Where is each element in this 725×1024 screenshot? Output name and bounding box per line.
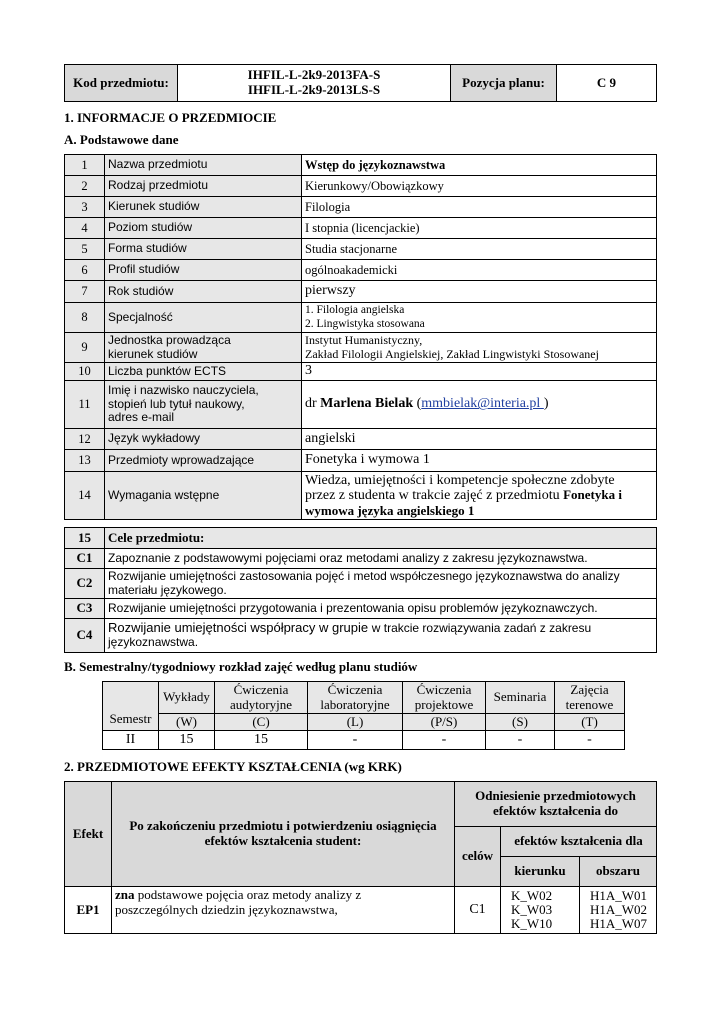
effect-col-header: Efekt xyxy=(65,782,112,887)
unit-line2: Zakład Filologii Angielskiej, Zakład Lingwistyki Stosowanej xyxy=(305,346,599,361)
course-code-line2: IHFIL-L-2k9-2013LS-S xyxy=(247,82,381,97)
row-value: Kierunkowy/Obowiązkowy xyxy=(302,176,657,197)
specialization-line2: 2. Lingwistyka stosowana xyxy=(305,317,425,330)
teacher-prefix: dr xyxy=(305,396,321,412)
effect-goal: C1 xyxy=(455,887,501,934)
effect-direction-codes xyxy=(501,887,580,934)
semester-value: II xyxy=(103,731,159,750)
schedule-col-header: Wykłady xyxy=(159,682,215,714)
reference-header-line2: efektów kształcenia do xyxy=(493,803,618,818)
goals-col-header: celów xyxy=(455,827,501,887)
goal-text-line2: językoznawstwa. xyxy=(108,635,199,650)
specialization-line1: 1. Filologia angielska xyxy=(305,304,405,317)
row-label: Nazwa przedmiotu xyxy=(105,155,302,176)
table-row xyxy=(65,619,657,653)
row-label: Poziom studiów xyxy=(105,218,302,239)
effect-area-codes xyxy=(580,887,657,934)
requirements-line1: Wiedza, umiejętności i kompetencje społeczne zdobyte xyxy=(305,472,615,488)
table-row xyxy=(65,333,657,363)
course-code-value xyxy=(178,65,451,102)
schedule-col-header xyxy=(308,682,403,714)
effect-description-text: podstawowe pojęcia oraz metody analizy z xyxy=(134,887,362,902)
description-header-line2: efektów kształcenia student: xyxy=(204,833,362,848)
table-row xyxy=(65,363,657,381)
row-number: 5 xyxy=(65,239,105,260)
row-label: Liczba punktów ECTS xyxy=(105,363,302,381)
goal-text-line1a: Rozwijanie umiejętności współpracy w grupie xyxy=(108,620,372,636)
goal-text-line1b: w trakcie rozwiązywania zadań z zakresu xyxy=(371,621,592,636)
table-row xyxy=(65,155,657,176)
requirements-line3: wymowa języka angielskiego 1 xyxy=(305,502,475,518)
unit-value xyxy=(302,333,657,363)
prerequisite-courses: Fonetyka i wymowa 1 xyxy=(302,450,657,472)
row-number: 2 xyxy=(65,176,105,197)
row-label: Rok studiów xyxy=(105,281,302,303)
area-code: H1A_W02 xyxy=(590,901,648,917)
schedule-code: (L) xyxy=(308,714,403,731)
effect-description-bold: zna xyxy=(115,887,135,902)
goal-text xyxy=(105,569,657,599)
table-row xyxy=(65,303,657,333)
row-value: Filologia xyxy=(302,197,657,218)
schedule-value: 15 xyxy=(215,731,308,750)
table-row xyxy=(65,239,657,260)
row-label-line1: Imię i nazwisko nauczyciela, xyxy=(108,382,259,397)
row-value: I stopnia (licencjackie) xyxy=(302,218,657,239)
table-row xyxy=(65,429,657,450)
reference-header xyxy=(455,782,657,827)
schedule-code: (S) xyxy=(486,714,555,731)
row-label: Język wykładowy xyxy=(105,429,302,450)
row-number: 8 xyxy=(65,303,105,333)
paren-open: ( xyxy=(413,396,422,412)
goal-code: C1 xyxy=(65,549,105,569)
direction-col-header: kierunku xyxy=(501,857,580,887)
course-name: Wstęp do językoznawstwa xyxy=(302,155,657,176)
direction-code: K_W10 xyxy=(511,916,553,932)
ects-value: 3 xyxy=(302,363,657,381)
schedule-value: - xyxy=(486,731,555,750)
table-row xyxy=(65,549,657,569)
table-row xyxy=(65,197,657,218)
row-label: Przedmioty wprowadzające xyxy=(105,450,302,472)
reference-header-line1: Odniesienie przedmiotowych xyxy=(475,788,636,804)
header-line2: terenowe xyxy=(565,696,614,712)
goal-code: C4 xyxy=(65,619,105,653)
semester-label: Semestr xyxy=(103,682,159,731)
schedule-value: - xyxy=(555,731,625,750)
row-number: 6 xyxy=(65,260,105,281)
effects-for-header: efektów kształcenia dla xyxy=(501,827,657,857)
row-number: 11 xyxy=(65,381,105,429)
schedule-codes-row xyxy=(103,714,625,731)
table-row xyxy=(65,472,657,520)
goal-code: C3 xyxy=(65,599,105,619)
requirements-value xyxy=(302,472,657,520)
description-col-header xyxy=(112,782,455,887)
row-number: 9 xyxy=(65,333,105,363)
section1-title: 1. INFORMACJE O PRZEDMIOCIE xyxy=(64,110,277,125)
schedule-code: (C) xyxy=(215,714,308,731)
goal-text-line1: Rozwijanie umiejętności zastosowania pojęć i metod współczesnego językoznawstwa do analizy xyxy=(108,568,620,583)
schedule-value: - xyxy=(403,731,486,750)
schedule-value: 15 xyxy=(159,731,215,750)
row-label xyxy=(105,333,302,363)
teacher-email-link[interactable]: mmbielak@interia.pl xyxy=(421,396,544,412)
goal-text-line1 xyxy=(108,621,653,636)
effect-description-line2: poszczególnych dziedzin językoznawstwa, xyxy=(115,901,338,917)
row-label xyxy=(105,381,302,429)
row-number: 14 xyxy=(65,472,105,520)
row-value: pierwszy xyxy=(302,281,657,303)
row-label: Kierunek studiów xyxy=(105,197,302,218)
schedule-table xyxy=(102,681,625,750)
effect-description-line1 xyxy=(115,888,451,903)
schedule-code: (T) xyxy=(555,714,625,731)
header-line2: audytoryjne xyxy=(229,696,293,712)
effects-table xyxy=(64,781,657,934)
teacher-name: Marlena Bielak xyxy=(320,396,414,412)
schedule-col-header xyxy=(403,682,486,714)
goal-text: Rozwijanie umiejętności przygotowania i prezentowania opisu problemów językoznawczych. xyxy=(105,599,657,619)
table-row xyxy=(65,381,657,429)
row-number: 12 xyxy=(65,429,105,450)
specialization-value xyxy=(302,303,657,333)
header-line2: laboratoryjne xyxy=(320,696,390,712)
table-row xyxy=(65,260,657,281)
row-number: 1 xyxy=(65,155,105,176)
table-row xyxy=(65,218,657,239)
schedule-value: - xyxy=(308,731,403,750)
header-line1: Ćwiczenia xyxy=(416,681,472,697)
area-code: H1A_W07 xyxy=(590,916,648,932)
row-number: 10 xyxy=(65,363,105,381)
table-row xyxy=(65,528,657,549)
row-label: Wymagania wstępne xyxy=(105,472,302,520)
schedule-col-header xyxy=(215,682,308,714)
table-row xyxy=(65,450,657,472)
row-label: Specjalność xyxy=(105,303,302,333)
direction-code: K_W02 xyxy=(511,887,553,903)
effect-code: EP1 xyxy=(65,887,112,934)
row-label: Profil studiów xyxy=(105,260,302,281)
row-number: 13 xyxy=(65,450,105,472)
course-code-label: Kod przedmiotu: xyxy=(65,65,178,102)
schedule-header-row xyxy=(103,682,625,714)
goals-title: Cele przedmiotu: xyxy=(105,528,657,549)
requirements-line2-text: przez z studenta w trakcie zajęć z przedmiotu xyxy=(305,488,564,504)
row-label-line1: Jednostka prowadząca xyxy=(108,332,231,347)
row-value: Studia stacjonarne xyxy=(302,239,657,260)
row-label-line2: kierunek studiów xyxy=(108,346,198,361)
schedule-col-header: Seminaria xyxy=(486,682,555,714)
effect-description xyxy=(112,887,455,934)
goal-code: C2 xyxy=(65,569,105,599)
requirements-line2-bold: Fonetyka i xyxy=(563,487,622,503)
sectionA-title: A. Podstawowe dane xyxy=(64,132,179,147)
goals-table xyxy=(64,527,657,653)
effects-header-row xyxy=(65,782,657,827)
schedule-col-header xyxy=(555,682,625,714)
schedule-values-row xyxy=(103,731,625,750)
section2-title: 2. PRZEDMIOTOWE EFEKTY KSZTAŁCENIA (wg KRK) xyxy=(64,759,402,774)
plan-position-value: C 9 xyxy=(557,65,657,102)
table-row xyxy=(65,569,657,599)
row-label-line3: adres e-mail xyxy=(108,410,175,425)
row-number: 7 xyxy=(65,281,105,303)
header-line1: Ćwiczenia xyxy=(233,681,289,697)
header-line1: Ćwiczenia xyxy=(327,681,383,697)
row-label: Rodzaj przedmiotu xyxy=(105,176,302,197)
header-line2: projektowe xyxy=(414,696,474,712)
schedule-code: (W) xyxy=(159,714,215,731)
table-row xyxy=(65,176,657,197)
row-number: 3 xyxy=(65,197,105,218)
goal-text-line2: materiału językowego. xyxy=(108,582,227,597)
goal-text xyxy=(105,619,657,653)
unit-line1: Instytut Humanistyczny, xyxy=(305,332,423,347)
header-line1: Zajęcia xyxy=(570,681,609,697)
row-number: 4 xyxy=(65,218,105,239)
row-label: Forma studiów xyxy=(105,239,302,260)
area-col-header: obszaru xyxy=(580,857,657,887)
sectionB-title: B. Semestralny/tygodniowy rozkład zajęć według planu studiów xyxy=(64,659,418,674)
paren-close: ) xyxy=(543,396,549,412)
description-header-line1: Po zakończeniu przedmiotu i potwierdzeniu osiągnięcia xyxy=(129,818,437,834)
requirements-line2 xyxy=(305,488,653,504)
basic-data-table xyxy=(64,154,657,520)
course-code-line1: IHFIL-L-2k9-2013FA-S xyxy=(247,67,381,83)
row-value: ogólnoakademicki xyxy=(302,260,657,281)
goals-number: 15 xyxy=(65,528,105,549)
goal-text: Zapoznanie z podstawowymi pojęciami oraz metodami analizy z zakresu językoznawstwa. xyxy=(105,549,657,569)
teacher-value xyxy=(302,381,657,429)
schedule-code: (P/S) xyxy=(403,714,486,731)
table-row xyxy=(65,599,657,619)
language-value: angielski xyxy=(302,429,657,450)
plan-position-label: Pozycja planu: xyxy=(451,65,557,102)
direction-code: K_W03 xyxy=(511,901,553,917)
table-row xyxy=(65,887,657,934)
table-row xyxy=(65,281,657,303)
area-code: H1A_W01 xyxy=(590,887,648,903)
header-table xyxy=(64,64,657,102)
row-label-line2: stopień lub tytuł naukowy, xyxy=(108,396,245,411)
